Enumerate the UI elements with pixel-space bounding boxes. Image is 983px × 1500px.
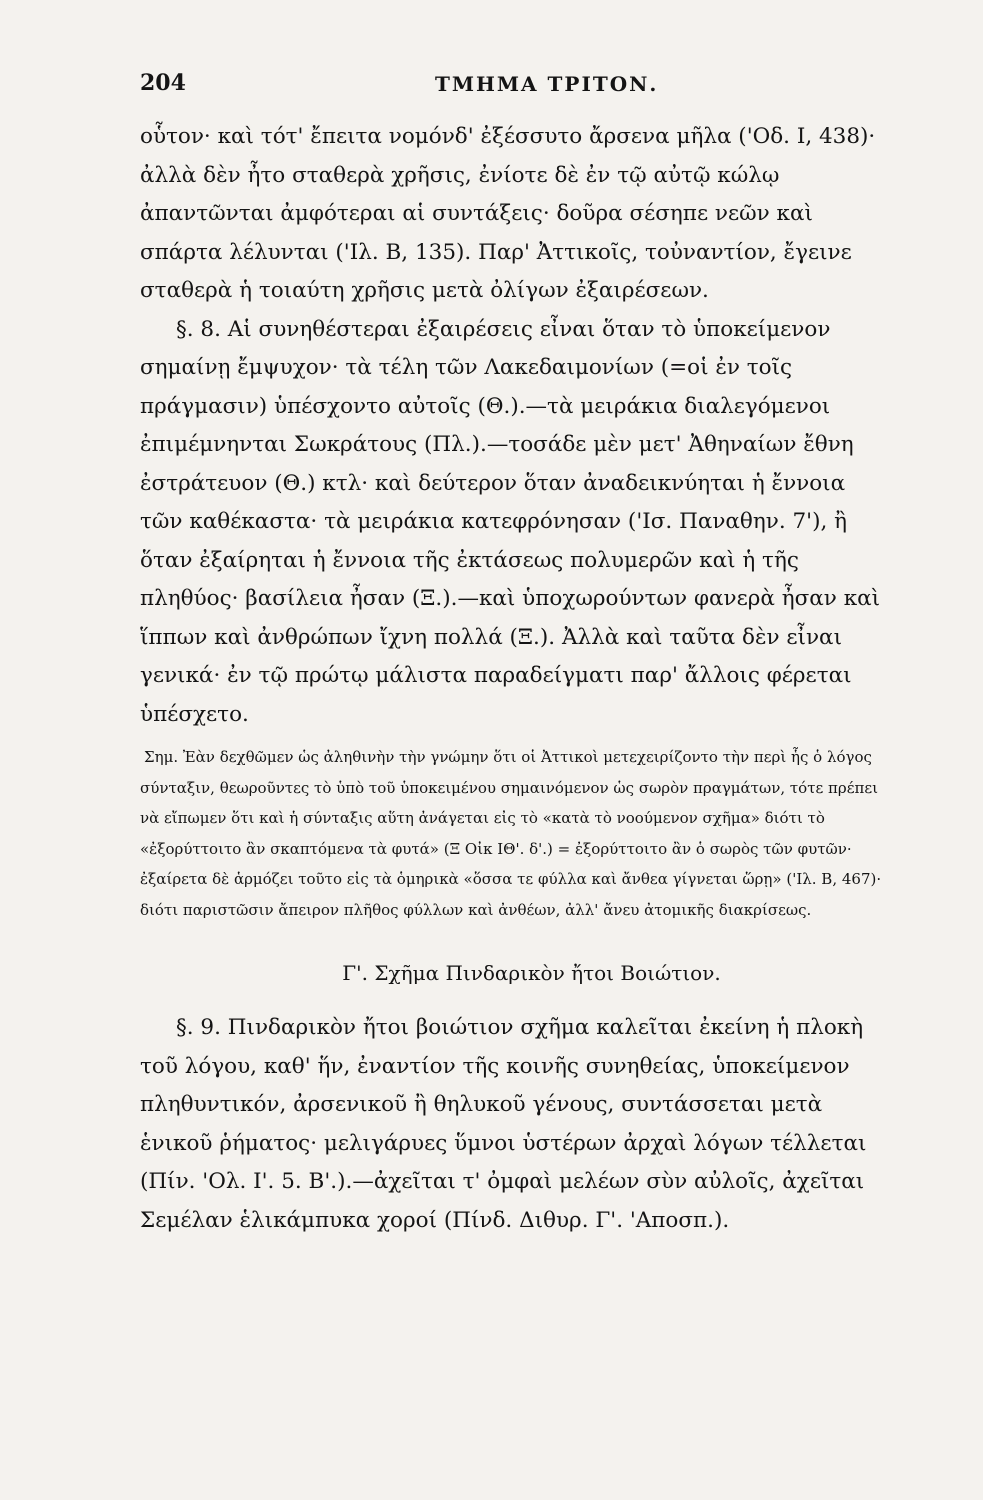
running-title: ΤΜΗΜΑ ΤΡΙΤΟΝ. <box>435 72 659 96</box>
paragraph-continuation: οὗτον· καὶ τότ' ἔπειτα νομόνδ' ἐξέσσυτο ἄρσενα μῆλα ('Οδ. Ι, 438)· ἀλλὰ δὲν ἦτο σταθερὰ χρῆσις, ἐνίοτε δὲ ἐν τῷ αὐτῷ κώλῳ ἀπαντῶνται ἀμφότεραι αἱ συντάξεις· δοῦρα σέσηπε νεῶν καὶ σπάρτα λέλυνται ('Ιλ. Β, 135). Παρ' Ἀττικοῖς, τοὐναντίον, ἔγεινε σταθερὰ ἡ τοιαύτη χρῆσις μετὰ ὀλίγων ἐξαιρέσεων. <box>140 124 876 303</box>
section-heading: Γ'. Σχῆμα Πινδαρικὸν ἤτοι Βοιώτιον. <box>342 961 721 985</box>
main-text <box>140 118 893 734</box>
page-header <box>140 70 893 110</box>
paragraph-section-8: §. 8. Αἱ συνηθέστεραι ἐξαιρέσεις εἶναι ὅταν τὸ ὑποκείμενον σημαίνῃ ἔμψυχον· τὰ τέλη τῶν Λακεδαιμονίων (=οἱ ἐν τοῖς πράγμασιν) ὑπέσχοντο αὐτοῖς (Θ.).—τὰ μειράκια διαλεγόμενοι ἐπιμέμνηνται Σωκράτους (Πλ.).—τοσάδε μὲν μετ' Ἀθηναίων ἔθνη ἐστράτευον (Θ.) κτλ· καὶ δεύτερον ὅταν ἀναδεικνύηται ἡ ἔννοια τῶν καθέκαστα· τὰ μειράκια κατεφρόνησαν ('Ισ. Παναθην. 7'), ἢ ὅταν ἐξαίρηται ἡ ἔννοια τῆς ἐκτάσεως πολυμερῶν καὶ ἡ τῆς πληθύος· βασίλεια ἦσαν (Ξ.).—καὶ ὑποχωρούντων φανερὰ ἦσαν καὶ ἵππων καὶ ἀνθρώπων ἴχνη πολλά (Ξ.). Ἀλλὰ καὶ ταῦτα δὲν εἶναι γενικά· ἐν τῷ πρώτῳ μάλιστα παραδείγματι παρ' ἄλλοις φέρεται ὑπέσχετο. <box>140 316 881 727</box>
footnote-remark: Σημ. Ἐὰν δεχθῶμεν ὡς ἀληθινὴν τὴν γνώμην ὅτι οἱ Ἀττικοὶ μετεχειρίζοντο τὴν περὶ ἧς ὁ λόγος σύνταξιν, θεωροῦντες τὸ ὑπὸ τοῦ ὑποκειμένου σημαινόμενον ὡς σωρὸν πραγμάτων, τότε πρέπει νὰ εἴπωμεν ὅτι καὶ ἡ σύνταξις αὕτη ἀνάγεται εἰς τὸ «κατὰ τὸ νοούμενον σχῆμα» διότι τὸ «ἐξορύττοιτο ἂν σκαπτόμενα τὰ φυτά» (Ξ Οἰκ ΙΘ'. δ'.) = ἐξορύττοιτο ἂν ὁ σωρὸς τῶν φυτῶν· ἐξαίρετα δὲ ἁρμόζει τοῦτο εἰς τὰ ὁμηρικὰ «ὅσσα τε φύλλα καὶ ἄνθεα γίγνεται ὥρῃ» ('Ιλ. Β, 467)· διότι παριστῶσιν ἄπειρον πλῆθος φύλλων καὶ ἀνθέων, ἀλλ' ἄνευ ἀτομικῆς διακρίσεως. <box>140 748 882 919</box>
main-text-section-9 <box>140 1009 893 1240</box>
page-number: 204 <box>140 70 186 96</box>
paragraph-section-9: §. 9. Πινδαρικὸν ἤτοι βοιώτιον σχῆμα καλεῖται ἐκείνη ἡ πλοκὴ τοῦ λόγου, καθ' ἥν, ἐναντίον τῆς κοινῆς συνηθείας, ὑποκείμενον πληθυντικόν, ἀρσενικοῦ ἢ θηλυκοῦ γένους, συντάσσεται μετὰ ἑνικοῦ ῥήματος· μελιγάρυες ὕμνοι ὑστέρων ἀρχαὶ λόγων τέλλεται (Πίν. 'Ολ. Ι'. 5. Β'.).—ἀχεῖται τ' ὀμφαὶ μελέων σὺν αὐλοῖς, ἀχεῖται Σεμέλαν ἑλικάμπυκα χοροί (Πίνδ. Διθυρ. Γ'. 'Αποσπ.). <box>140 1015 867 1233</box>
